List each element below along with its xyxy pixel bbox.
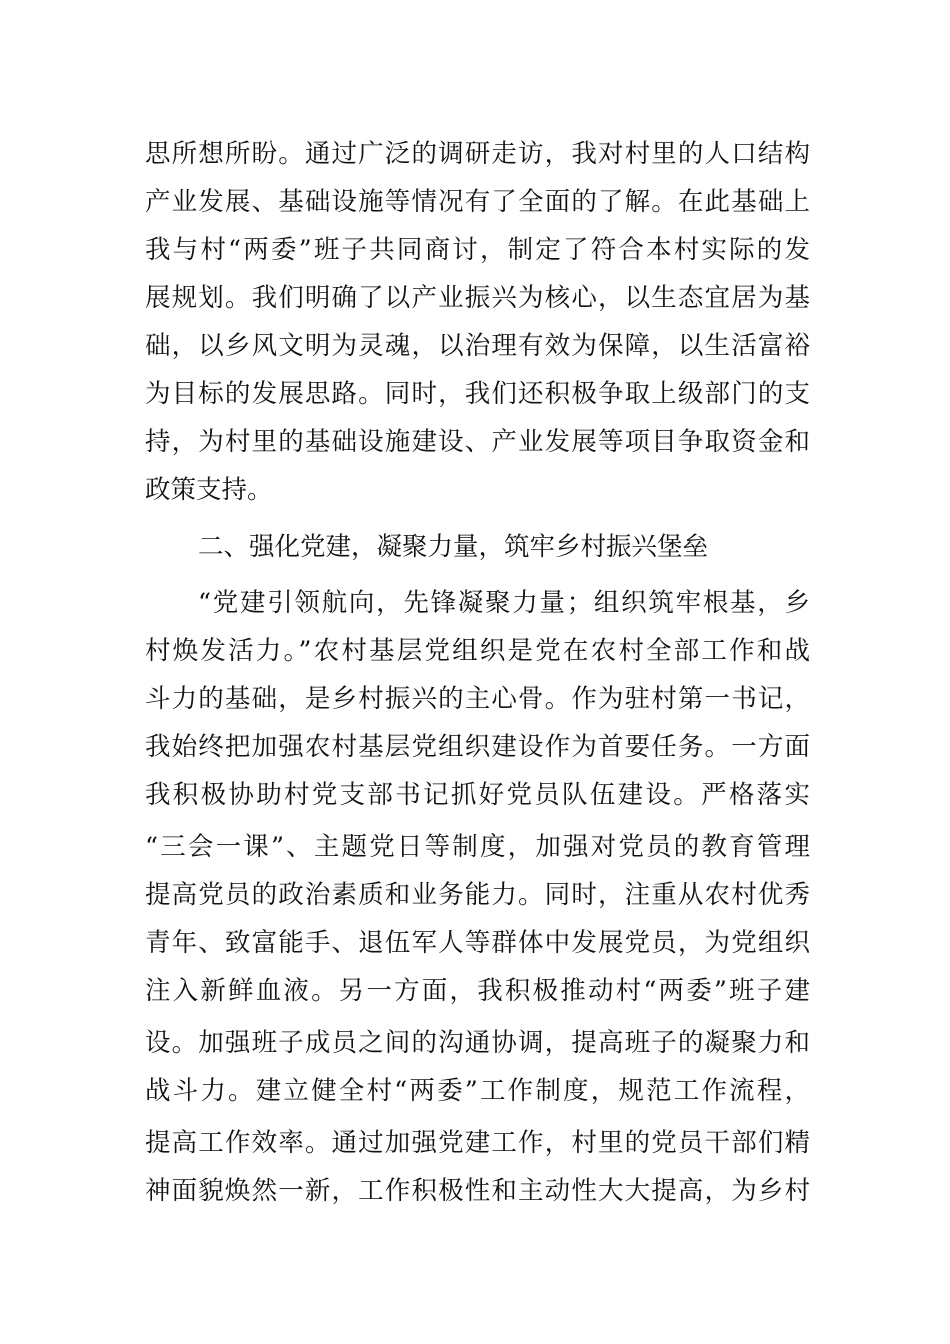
paragraph-line: 思所想所盼。通过广泛的调研走访，我对村里的人口结构: [145, 139, 810, 169]
paragraph-line: 设。加强班子成员之间的沟通协调，提高班子的凝聚力和: [145, 1028, 810, 1058]
paragraph-line: 展规划。我们明确了以产业振兴为核心，以生态宜居为基: [145, 283, 810, 313]
section-heading: 二、强化党建，凝聚力量，筑牢乡村振兴堡垒: [198, 532, 709, 562]
paragraph-line: 政策支持。: [145, 475, 273, 505]
paragraph-line: 提高党员的政治素质和业务能力。同时，注重从农村优秀: [145, 880, 810, 910]
paragraph-line: 产业发展、基础设施等情况有了全面的了解。在此基础上: [145, 187, 810, 217]
paragraph-line: 为目标的发展思路。同时，我们还积极争取上级部门的支: [145, 379, 810, 409]
paragraph-line: 我始终把加强农村基层党组织建设作为首要任务。一方面: [145, 732, 810, 762]
paragraph-line: 提高工作效率。通过加强党建工作，村里的党员干部们精: [145, 1128, 810, 1158]
paragraph-line: 战斗力。建立健全村“两委”工作制度，规范工作流程，: [145, 1076, 810, 1106]
paragraph-line: 注入新鲜血液。另一方面，我积极推动村“两委”班子建: [145, 976, 810, 1006]
paragraph-line: 我与村“两委”班子共同商讨，制定了符合本村实际的发: [145, 235, 810, 265]
paragraph-line: “三会一课”、主题党日等制度，加强对党员的教育管理: [145, 832, 810, 862]
paragraph-line: 础，以乡风文明为灵魂，以治理有效为保障，以生活富裕: [145, 331, 810, 361]
paragraph-line: 持，为村里的基础设施建设、产业发展等项目争取资金和: [145, 427, 810, 457]
paragraph-line: 斗力的基础，是乡村振兴的主心骨。作为驻村第一书记，: [145, 684, 810, 714]
paragraph-line: 青年、致富能手、退伍军人等群体中发展党员，为党组织: [145, 928, 810, 958]
paragraph-line: “党建引领航向，先锋凝聚力量；组织筑牢根基，乡: [198, 588, 810, 618]
paragraph-line: 我积极协助村党支部书记抓好党员队伍建设。严格落实: [145, 780, 810, 810]
paragraph-line: 村焕发活力。”农村基层党组织是党在农村全部工作和战: [145, 636, 810, 666]
paragraph-line: 神面貌焕然一新，工作积极性和主动性大大提高，为乡村: [145, 1176, 810, 1206]
